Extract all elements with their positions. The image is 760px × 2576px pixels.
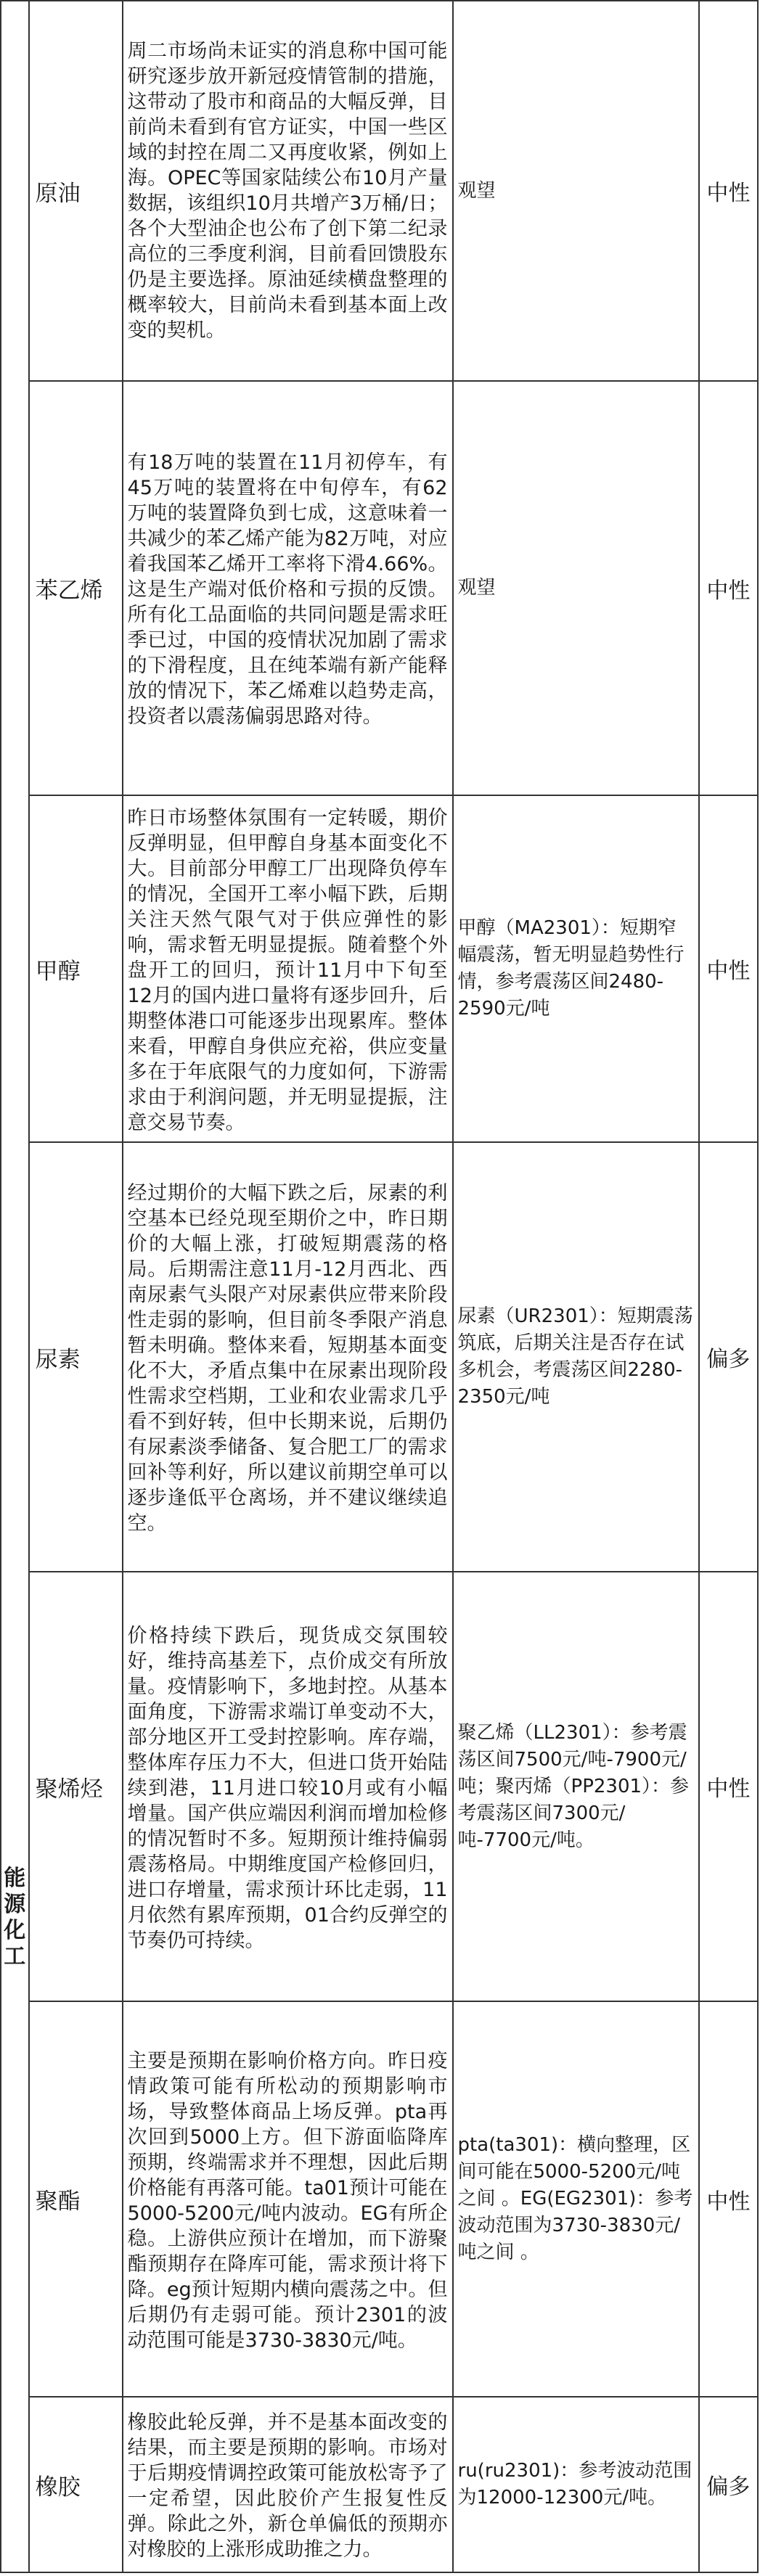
analysis-text: 价格持续下跌后，现货成交氛围较好，维持高基差下，点价成交有所放量。疫情影响下，多地封控。从基本面角度，下游需求端订单变动不大，部分地区开工受封控影响。库存端，整体库存压力不大，但进口货开始陆续到港，11月进口较10月或有小幅增量。国产供应端因利润而增加检修的情况暂时不多。短期预计维持偏弱震荡格局。中期维度国产检修回归，进口存增量，需求预计环比走弱，11月依然有累库预期，01合约反弹空的节奏仍可持续。 [123,1572,453,2001]
strategy-text: 聚乙烯（LL2301）：参考震荡区间7500元/吨-7900元/吨；聚丙烯（PP2301）：参考震荡区间7300元/吨-7700元/吨。 [453,1572,699,2001]
view-rating: 中性 [699,1,758,381]
analysis-text: 主要是预期在影响价格方向。昨日疫情政策可能有所松动的预期影响市场，导致整体商品上场反弹。pta再次回到5000上方。但下游面临降库预期，终端需求并不理想，因此后期价格能有再落可能。ta01预计可能在5000-5200元/吨内波动。EG有所企稳。上游供应预计在增加，而下游聚酯预期存在降库可能，需求预计将下降。eg预计短期内横向震荡之中。但后期仍有走弱可能。预计2301的波动范围可能是3730-3830元/吨。 [123,2001,453,2397]
analysis-text: 周二市场尚未证实的消息称中国可能研究逐步放开新冠疫情管制的措施，这带动了股市和商品的大幅反弹，目前尚未看到有官方证实，中国一些区域的封控在周二又再度收紧，例如上海。OPEC等国家陆续公布10月产量数据，该组织10月共增产3万桶/日；各个大型油企也公布了创下第二纪录高位的三季度利润，目前看回馈股东仍是主要选择。原油延续横盘整理的概率较大，目前尚未看到基本面上改变的契机。 [123,1,453,381]
product-name: 苯乙烯 [29,381,123,795]
table-row [1,1,758,381]
table-row [1,381,758,795]
sector-cell [1,1,29,2572]
product-name: 原油 [29,1,123,381]
product-name: 聚酯 [29,2001,123,2397]
strategy-text: 观望 [453,381,699,795]
strategy-text: 甲醇（MA2301）：短期窄幅震荡，暂无明显趋势性行情，参考震荡区间2480-2590元/吨 [453,795,699,1142]
product-name: 尿素 [29,1142,123,1572]
table-row [1,1142,758,1572]
table-row [1,795,758,1142]
table-row [1,1572,758,2001]
sector-label: 能源化工 [4,1866,26,1969]
table-row [1,2397,758,2572]
strategy-text: 尿素（UR2301）：短期震荡筑底，后期关注是否存在试多机会，考震荡区间2280-2350元/吨 [453,1142,699,1572]
view-rating: 中性 [699,2001,758,2397]
product-name: 橡胶 [29,2397,123,2572]
analysis-text: 昨日市场整体氛围有一定转暖，期价反弹明显，但甲醇自身基本面变化不大。目前部分甲醇工厂出现降负停车的情况，全国开工率小幅下跌，后期关注天然气限气对于供应弹性的影响，需求暂无明显提振。随着整个外盘开工的回归，预计11月中下旬至12月的国内进口量将有逐步回升，后期整体港口可能逐步出现累库。整体来看，甲醇自身供应充裕，供应变量多在于年底限气的力度如何，下游需求由于利润问题，并无明显提振，注意交易节奏。 [123,795,453,1142]
strategy-text: pta(ta301)：横向整理，区间可能在5000-5200元/吨之间 。EG(EG2301)：参考波动范围为3730-3830元/吨之间 。 [453,2001,699,2397]
product-name: 聚烯烃 [29,1572,123,2001]
view-rating: 中性 [699,381,758,795]
strategy-text: 观望 [453,1,699,381]
analysis-text: 有18万吨的装置在11月初停车，有45万吨的装置将在中旬停车，有62万吨的装置降负到七成，这意味着一共减少的苯乙烯产能为82万吨，对应着我国苯乙烯开工率将下滑4.66%。这是生产端对低价格和亏损的反馈。所有化工品面临的共同问题是需求旺季已过，中国的疫情状况加剧了需求的下滑程度，且在纯苯端有新产能释放的情况下，苯乙烯难以趋势走高，投资者以震荡偏弱思路对待。 [123,381,453,795]
view-rating: 偏多 [699,2397,758,2572]
table-row [1,2001,758,2397]
view-rating: 中性 [699,795,758,1142]
analysis-text: 橡胶此轮反弹，并不是基本面改变的结果，而主要是预期的影响。市场对于后期疫情调控政策可能放松寄予了一定希望，因此胶价产生报复性反弹。除此之外，新仓单偏低的预期亦对橡胶的上涨形成助推之力。 [123,2397,453,2572]
analysis-text: 经过期价的大幅下跌之后，尿素的利空基本已经兑现至期价之中，昨日期价的大幅上涨，打破短期震荡的格局。后期需注意11月-12月西北、西南尿素气头限产对尿素供应带来阶段性走弱的影响，但目前冬季限产消息暂未明确。整体来看，短期基本面变化不大，矛盾点集中在尿素出现阶段性需求空档期，工业和农业需求几乎看不到好转，但中长期来说，后期仍有尿素淡季储备、复合肥工厂的需求回补等利好，所以建议前期空单可以逐步逢低平仓离场，并不建议继续追空。 [123,1142,453,1572]
view-rating: 中性 [699,1572,758,2001]
strategy-text: ru(ru2301)：参考波动范围为12000-12300元/吨。 [453,2397,699,2572]
view-rating: 偏多 [699,1142,758,1572]
product-name: 甲醇 [29,795,123,1142]
